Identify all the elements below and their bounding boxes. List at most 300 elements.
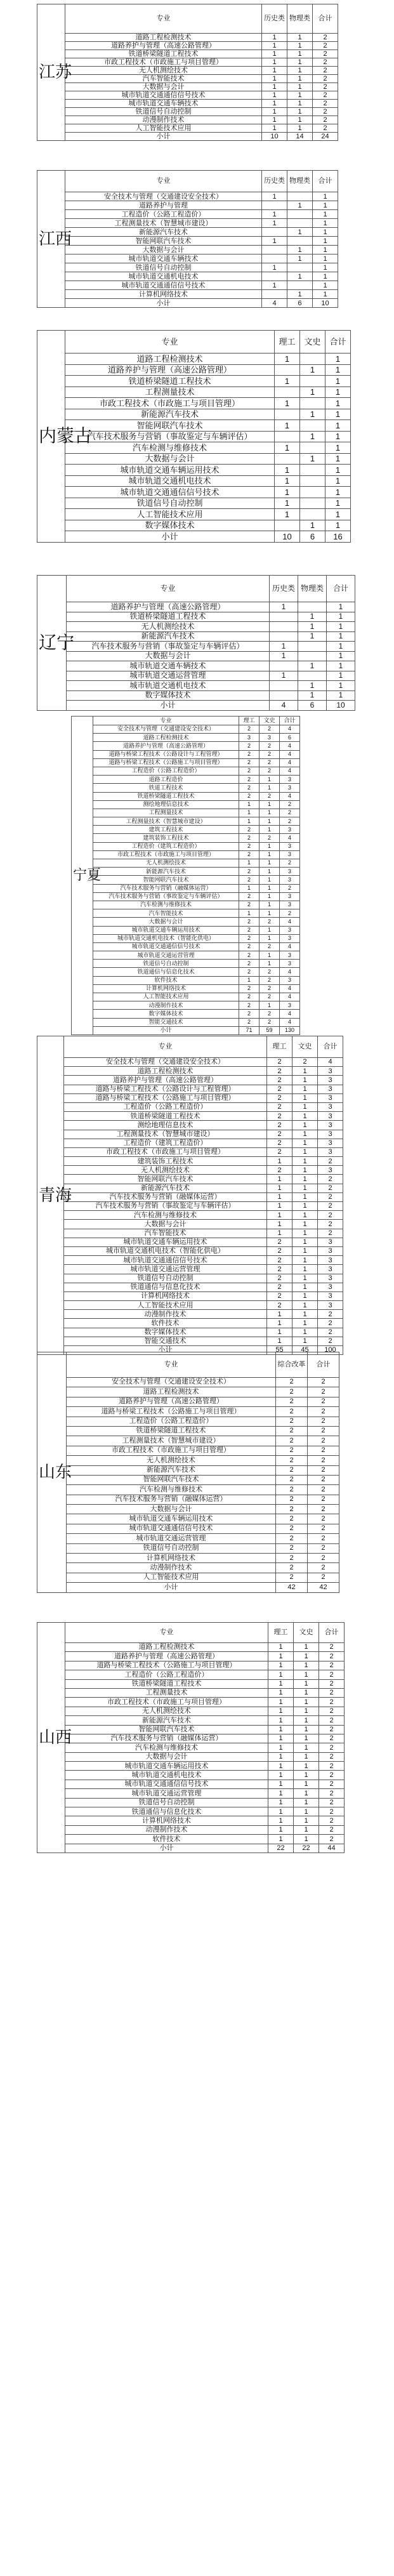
major-name: 城市轨道交通通信信号技术 bbox=[65, 91, 262, 100]
table-row bbox=[37, 1505, 339, 1514]
major-name: 市政工程技术（市政施工与项目管理） bbox=[93, 850, 239, 859]
quota-value: 1 bbox=[327, 622, 355, 632]
quota-value: 2 bbox=[308, 1543, 339, 1553]
quota-value: 2 bbox=[267, 1265, 292, 1274]
quota-value: 3 bbox=[280, 1001, 300, 1010]
major-name: 测绘地理信息技术 bbox=[64, 1121, 267, 1130]
header-column: 文史 bbox=[294, 1623, 319, 1643]
quota-value: 2 bbox=[276, 1378, 308, 1387]
major-name: 汽车智能技术 bbox=[65, 75, 262, 83]
admission-table bbox=[37, 330, 351, 543]
major-name: 城市轨道交通通信信号技术 bbox=[65, 1780, 268, 1788]
quota-value bbox=[298, 602, 327, 612]
major-name: 建筑工程技术 bbox=[93, 826, 239, 834]
table-row bbox=[37, 1291, 343, 1300]
major-name: 道路养护与管理（高速公路管理） bbox=[67, 602, 270, 612]
quota-value: 1 bbox=[327, 681, 355, 691]
quota-value: 4 bbox=[280, 792, 300, 800]
province-table-block bbox=[37, 170, 338, 308]
quota-value: 2 bbox=[239, 1018, 259, 1026]
table-row bbox=[37, 1563, 339, 1573]
quota-value: 1 bbox=[239, 884, 259, 892]
quota-value: 2 bbox=[280, 817, 300, 826]
table-row bbox=[37, 272, 338, 281]
quota-value: 2 bbox=[239, 984, 259, 993]
province-name: 辽宁 bbox=[37, 576, 67, 711]
quota-value: 1 bbox=[275, 487, 300, 498]
header-column: 合计 bbox=[325, 331, 351, 353]
table-row bbox=[37, 1825, 345, 1834]
subtotal-value: 130 bbox=[280, 1026, 300, 1034]
major-name: 铁道桥梁隧道工程技术 bbox=[65, 376, 275, 387]
quota-value bbox=[300, 487, 325, 498]
table-row bbox=[72, 968, 300, 976]
major-name: 城市轨道交通机电技术 bbox=[65, 1771, 268, 1780]
quota-value: 2 bbox=[308, 1524, 339, 1533]
table-row bbox=[37, 1274, 343, 1283]
table-row bbox=[37, 1543, 339, 1553]
major-name: 无人机测绘技术 bbox=[64, 1166, 267, 1175]
quota-value: 2 bbox=[318, 1184, 343, 1192]
quota-value: 1 bbox=[325, 364, 351, 376]
major-name: 道路与桥梁工程技术（公路施工与项目管理） bbox=[93, 758, 239, 767]
table-row bbox=[72, 909, 300, 918]
quota-value: 1 bbox=[287, 124, 313, 133]
quota-value: 2 bbox=[259, 767, 280, 775]
header-column: 合计 bbox=[318, 1036, 343, 1058]
table-row bbox=[37, 453, 351, 465]
major-name: 道路与桥梁工程技术（公路设计与工程管理） bbox=[93, 750, 239, 758]
quota-value: 1 bbox=[313, 254, 338, 263]
quota-value: 1 bbox=[300, 520, 325, 531]
header-column: 历史类 bbox=[262, 171, 287, 192]
quota-value: 1 bbox=[287, 228, 313, 237]
quota-value: 1 bbox=[259, 868, 280, 876]
quota-value: 4 bbox=[280, 758, 300, 767]
province-table-block bbox=[37, 1622, 345, 1853]
subtotal-label: 小计 bbox=[65, 133, 262, 141]
quota-value: 1 bbox=[298, 661, 327, 671]
major-name: 智能网联汽车技术 bbox=[67, 1475, 276, 1484]
quota-value: 3 bbox=[318, 1121, 343, 1130]
quota-value: 4 bbox=[280, 767, 300, 775]
major-name: 市政工程技术（市政施工与项目管理） bbox=[67, 1446, 276, 1455]
quota-value: 3 bbox=[318, 1139, 343, 1147]
major-name: 人工智能技术应用 bbox=[65, 509, 275, 520]
quota-value: 1 bbox=[268, 1789, 294, 1798]
quota-value: 2 bbox=[308, 1505, 339, 1514]
header-column: 理工 bbox=[275, 331, 300, 353]
quota-value: 2 bbox=[319, 1816, 345, 1825]
header-column: 合计 bbox=[327, 576, 355, 602]
major-name: 计算机网络技术 bbox=[65, 1816, 268, 1825]
major-name: 市政工程技术（市政施工与项目管理） bbox=[65, 398, 275, 409]
quota-value: 2 bbox=[308, 1426, 339, 1436]
table-row bbox=[37, 281, 338, 290]
quota-value: 2 bbox=[319, 1835, 345, 1844]
table-row bbox=[37, 1238, 343, 1246]
quota-value bbox=[275, 431, 300, 442]
subtotal-value: 100 bbox=[318, 1346, 343, 1355]
major-name: 软件技术 bbox=[65, 1835, 268, 1844]
quota-value bbox=[287, 192, 313, 201]
major-name: 市政工程技术（市政施工与项目管理） bbox=[65, 58, 262, 67]
quota-value: 2 bbox=[276, 1456, 308, 1465]
quota-value: 1 bbox=[239, 809, 259, 817]
quota-value: 2 bbox=[267, 1139, 292, 1147]
quota-value bbox=[298, 671, 327, 681]
quota-value: 1 bbox=[262, 83, 287, 91]
header-column: 文史 bbox=[300, 331, 325, 353]
table-row bbox=[37, 1220, 343, 1229]
header-column: 历史类 bbox=[262, 4, 287, 34]
quota-value: 2 bbox=[276, 1524, 308, 1533]
quota-value: 2 bbox=[259, 742, 280, 750]
table-row bbox=[37, 1688, 345, 1697]
quota-value: 2 bbox=[259, 758, 280, 767]
quota-value bbox=[300, 376, 325, 387]
quota-value: 1 bbox=[287, 42, 313, 50]
major-name: 道路养护与管理（高速公路管理） bbox=[65, 42, 262, 50]
table-row bbox=[37, 1716, 345, 1725]
quota-value: 1 bbox=[268, 1825, 294, 1834]
major-name: 汽车技术服务与营销（融媒体运营） bbox=[67, 1495, 276, 1504]
quota-value: 2 bbox=[267, 1076, 292, 1085]
major-name: 工程测量技术 bbox=[93, 809, 239, 817]
quota-value: 2 bbox=[319, 1743, 345, 1752]
quota-value: 1 bbox=[287, 246, 313, 254]
table-row bbox=[72, 1001, 300, 1010]
quota-value: 1 bbox=[292, 1157, 318, 1166]
header-major: 专业 bbox=[64, 1036, 267, 1058]
major-name: 汽车技术服务与营销（融媒体运营） bbox=[64, 1192, 267, 1201]
major-name: 智能网联汽车技术 bbox=[65, 420, 275, 432]
province-table-block bbox=[37, 575, 355, 711]
major-name: 工程测量技术（智慧城市建设） bbox=[64, 1130, 267, 1139]
quota-value: 2 bbox=[239, 758, 259, 767]
quota-value: 3 bbox=[280, 850, 300, 859]
quota-value: 1 bbox=[268, 1816, 294, 1825]
quota-value: 2 bbox=[259, 942, 280, 951]
table-row bbox=[37, 409, 351, 420]
header-column: 理工 bbox=[239, 717, 259, 725]
table-row bbox=[37, 116, 338, 124]
quota-value bbox=[275, 364, 300, 376]
table-row bbox=[37, 1387, 339, 1397]
major-name: 大数据与会计 bbox=[65, 246, 262, 254]
quota-value: 2 bbox=[276, 1465, 308, 1475]
major-name: 城市轨道交通车辆运用技术 bbox=[67, 1514, 276, 1524]
quota-value: 4 bbox=[280, 725, 300, 734]
quota-value: 2 bbox=[313, 108, 338, 116]
quota-value bbox=[300, 498, 325, 509]
major-name: 工程测量技术（智慧城市建设） bbox=[67, 1436, 276, 1446]
quota-value: 2 bbox=[308, 1554, 339, 1563]
major-name: 城市轨道交通通信信号技术 bbox=[67, 1524, 276, 1533]
major-name: 新能源汽车技术 bbox=[65, 228, 262, 237]
quota-value: 1 bbox=[259, 800, 280, 809]
table-row bbox=[37, 1456, 339, 1465]
subtotal-row bbox=[37, 1583, 339, 1592]
quota-value: 2 bbox=[267, 1147, 292, 1156]
quota-value: 2 bbox=[267, 1301, 292, 1310]
major-name: 动漫制作技术 bbox=[64, 1310, 267, 1319]
major-name: 安全技术与管理（交通建设安全技术） bbox=[67, 1378, 276, 1387]
major-name: 汽车技术服务与营销（事故鉴定与车辆评估） bbox=[67, 642, 270, 652]
quota-value: 2 bbox=[319, 1707, 345, 1715]
quota-value: 1 bbox=[313, 281, 338, 290]
quota-value: 3 bbox=[318, 1166, 343, 1175]
table-row bbox=[37, 661, 355, 671]
quota-value: 2 bbox=[276, 1446, 308, 1455]
admission-table bbox=[71, 716, 300, 1035]
quota-value: 2 bbox=[308, 1436, 339, 1446]
quota-value: 1 bbox=[259, 926, 280, 934]
quota-value bbox=[298, 642, 327, 652]
quota-value: 1 bbox=[268, 1780, 294, 1788]
major-name: 城市轨道交通通信信号技术 bbox=[65, 281, 262, 290]
subtotal-row bbox=[37, 701, 355, 711]
quota-value: 4 bbox=[318, 1058, 343, 1067]
table-row bbox=[37, 1698, 345, 1707]
major-name: 铁道通信与信息化技术 bbox=[93, 968, 239, 976]
table-row bbox=[37, 1554, 339, 1563]
header-major: 专业 bbox=[65, 171, 262, 192]
quota-value: 1 bbox=[292, 1166, 318, 1175]
table-row bbox=[37, 1661, 345, 1670]
table-row bbox=[37, 1067, 343, 1076]
quota-value: 2 bbox=[308, 1573, 339, 1582]
quota-value: 1 bbox=[287, 34, 313, 42]
quota-value: 1 bbox=[313, 210, 338, 219]
quota-value bbox=[262, 272, 287, 281]
table-row bbox=[37, 671, 355, 681]
quota-value: 1 bbox=[262, 219, 287, 228]
quota-value: 3 bbox=[318, 1265, 343, 1274]
table-row bbox=[37, 246, 338, 254]
table-row bbox=[37, 237, 338, 246]
quota-value: 2 bbox=[239, 750, 259, 758]
table-row bbox=[37, 108, 338, 116]
major-name: 智能网联汽车技术 bbox=[65, 1725, 268, 1734]
quota-value: 1 bbox=[294, 1771, 319, 1780]
quota-value: 1 bbox=[267, 1157, 292, 1166]
quota-value: 1 bbox=[294, 1807, 319, 1816]
major-name: 铁道桥梁隧道工程技术 bbox=[65, 50, 262, 58]
major-name: 人工智能技术应用 bbox=[93, 993, 239, 1001]
table-row bbox=[37, 1475, 339, 1484]
major-name: 道路与桥梁工程技术（公路施工与项目管理） bbox=[65, 1661, 268, 1670]
quota-value: 2 bbox=[308, 1378, 339, 1387]
quota-value: 2 bbox=[239, 725, 259, 734]
quota-value: 2 bbox=[308, 1465, 339, 1475]
quota-value: 2 bbox=[239, 951, 259, 960]
quota-value: 1 bbox=[267, 1211, 292, 1220]
table-row bbox=[72, 784, 300, 792]
quota-value: 1 bbox=[267, 1319, 292, 1328]
quota-value: 1 bbox=[313, 228, 338, 237]
quota-value: 4 bbox=[280, 834, 300, 842]
quota-value: 2 bbox=[318, 1157, 343, 1166]
table-row bbox=[37, 1524, 339, 1533]
quota-value: 1 bbox=[292, 1319, 318, 1328]
quota-value: 1 bbox=[259, 817, 280, 826]
quota-value: 1 bbox=[292, 1121, 318, 1130]
major-name: 大数据与会计 bbox=[65, 83, 262, 91]
header-column: 合计 bbox=[319, 1623, 345, 1643]
major-name: 大数据与会计 bbox=[93, 918, 239, 926]
quota-value: 1 bbox=[298, 681, 327, 691]
quota-value: 1 bbox=[287, 201, 313, 210]
major-name: 新能源汽车技术 bbox=[67, 1465, 276, 1475]
table-row bbox=[37, 681, 355, 691]
quota-value: 2 bbox=[276, 1387, 308, 1397]
quota-value: 1 bbox=[268, 1679, 294, 1688]
quota-value: 1 bbox=[327, 642, 355, 652]
table-row bbox=[37, 475, 351, 487]
major-name: 汽车技术服务与营销（融媒体运营） bbox=[65, 1734, 268, 1743]
quota-value: 1 bbox=[239, 976, 259, 984]
quota-value: 2 bbox=[318, 1337, 343, 1345]
quota-value: 2 bbox=[239, 850, 259, 859]
table-row bbox=[37, 34, 338, 42]
quota-value: 2 bbox=[313, 75, 338, 83]
major-name: 汽车检测与维修技术 bbox=[67, 1485, 276, 1495]
quota-value: 1 bbox=[262, 50, 287, 58]
quota-value: 1 bbox=[325, 420, 351, 432]
table-row bbox=[72, 942, 300, 951]
header-column: 合计 bbox=[313, 171, 338, 192]
table-row bbox=[37, 1157, 343, 1166]
table-row bbox=[37, 1789, 345, 1798]
table-row bbox=[72, 876, 300, 884]
quota-value: 3 bbox=[239, 734, 259, 742]
table-row bbox=[37, 1076, 343, 1085]
header-major: 专业 bbox=[65, 1623, 268, 1643]
quota-value: 1 bbox=[325, 487, 351, 498]
table-row bbox=[37, 1417, 339, 1426]
admission-table bbox=[37, 575, 355, 711]
major-name: 城市轨道交通运营管理 bbox=[93, 951, 239, 960]
admission-table bbox=[37, 1036, 343, 1355]
quota-value: 1 bbox=[292, 1283, 318, 1291]
table-row bbox=[37, 651, 355, 661]
table-row bbox=[72, 776, 300, 784]
quota-value: 2 bbox=[308, 1407, 339, 1417]
table-row bbox=[37, 1265, 343, 1274]
quota-value: 1 bbox=[292, 1202, 318, 1211]
major-name: 智能网联汽车技术 bbox=[64, 1175, 267, 1184]
major-name: 城市轨道交通机电技术 bbox=[65, 475, 275, 487]
quota-value: 1 bbox=[294, 1707, 319, 1715]
major-name: 铁道桥梁隧道工程技术 bbox=[65, 1679, 268, 1688]
quota-value: 3 bbox=[280, 951, 300, 960]
quota-value: 1 bbox=[267, 1337, 292, 1345]
table-row bbox=[37, 1798, 345, 1807]
quota-value: 1 bbox=[300, 453, 325, 465]
major-name: 铁道信号自动控制 bbox=[65, 263, 262, 272]
subtotal-value: 4 bbox=[270, 701, 298, 711]
table-row bbox=[37, 1166, 343, 1175]
major-name: 道路工程检测技术 bbox=[65, 1643, 268, 1652]
quota-value: 2 bbox=[239, 918, 259, 926]
table-row bbox=[37, 465, 351, 476]
quota-value: 1 bbox=[287, 290, 313, 299]
table-row bbox=[72, 993, 300, 1001]
quota-value: 1 bbox=[259, 909, 280, 918]
major-name: 道路工程造价 bbox=[93, 776, 239, 784]
quota-value: 1 bbox=[294, 1825, 319, 1834]
table-row bbox=[72, 868, 300, 876]
major-name: 智能网联汽车技术 bbox=[65, 237, 262, 246]
major-name: 新能源汽车技术 bbox=[65, 1716, 268, 1725]
quota-value: 3 bbox=[318, 1102, 343, 1111]
major-name: 城市轨道交通通信信号技术 bbox=[65, 487, 275, 498]
quota-value: 1 bbox=[292, 1238, 318, 1246]
major-name: 工程造价（公路工程造价） bbox=[93, 767, 239, 775]
quota-value: 3 bbox=[318, 1112, 343, 1121]
quota-value: 1 bbox=[259, 809, 280, 817]
major-name: 汽车检测与维修技术 bbox=[64, 1211, 267, 1220]
subtotal-value: 42 bbox=[308, 1583, 339, 1592]
province-table-block bbox=[37, 330, 351, 543]
major-name: 道路工程检测技术 bbox=[65, 353, 275, 365]
quota-value: 2 bbox=[239, 868, 259, 876]
quota-value: 2 bbox=[313, 34, 338, 42]
quota-value: 4 bbox=[280, 1010, 300, 1018]
subtotal-label: 小计 bbox=[65, 299, 262, 308]
quota-value: 1 bbox=[275, 398, 300, 409]
table-row bbox=[37, 1301, 343, 1310]
table-row bbox=[72, 742, 300, 750]
table-row bbox=[37, 1771, 345, 1780]
quota-value: 2 bbox=[318, 1175, 343, 1184]
quota-value: 2 bbox=[239, 1001, 259, 1010]
quota-value: 1 bbox=[313, 192, 338, 201]
quota-value: 1 bbox=[294, 1762, 319, 1771]
table-row bbox=[37, 487, 351, 498]
quota-value: 2 bbox=[319, 1798, 345, 1807]
header-column: 物理类 bbox=[298, 576, 327, 602]
quota-value: 1 bbox=[270, 651, 298, 661]
quota-value: 3 bbox=[318, 1256, 343, 1265]
quota-value: 2 bbox=[267, 1085, 292, 1093]
major-name: 城市轨道交通车辆技术 bbox=[67, 661, 270, 671]
subtotal-value: 6 bbox=[298, 701, 327, 711]
quota-value: 2 bbox=[259, 1018, 280, 1026]
quota-value: 2 bbox=[267, 1067, 292, 1076]
quota-value: 1 bbox=[325, 376, 351, 387]
subtotal-value: 44 bbox=[319, 1844, 345, 1853]
quota-value: 2 bbox=[318, 1328, 343, 1337]
table-row bbox=[37, 219, 338, 228]
quota-value bbox=[270, 612, 298, 622]
quota-value: 1 bbox=[294, 1698, 319, 1707]
table-row bbox=[37, 1534, 339, 1543]
subtotal-value: 59 bbox=[259, 1026, 280, 1034]
major-name: 道路工程检测技术 bbox=[65, 34, 262, 42]
table-row bbox=[37, 1514, 339, 1524]
quota-value: 2 bbox=[276, 1426, 308, 1436]
quota-value: 1 bbox=[267, 1229, 292, 1238]
table-row bbox=[37, 1121, 343, 1130]
table-header-row bbox=[37, 576, 355, 602]
admission-table bbox=[37, 1622, 345, 1853]
table-row bbox=[72, 725, 300, 734]
table-header-row bbox=[72, 717, 300, 725]
quota-value: 2 bbox=[318, 1220, 343, 1229]
quota-value: 2 bbox=[319, 1807, 345, 1816]
